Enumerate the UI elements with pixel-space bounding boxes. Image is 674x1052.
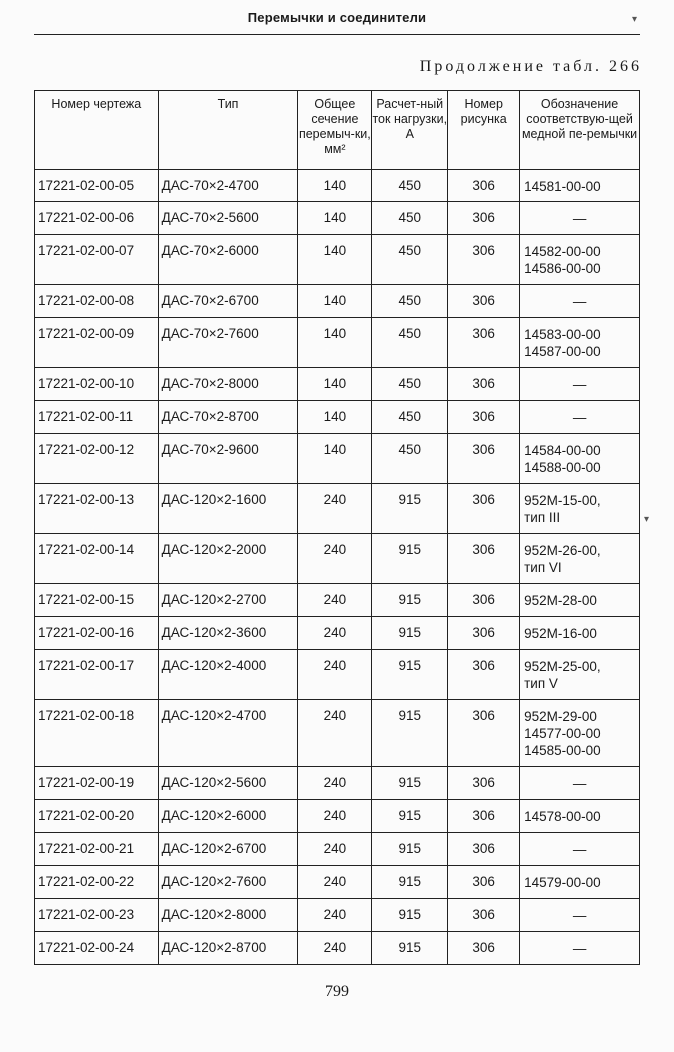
designation-line: 14579-00-00 [524,875,601,890]
table-body [35,170,640,965]
type-cell: ДАС-120×2-3600 [158,617,298,650]
scan-speck: ▾ [632,14,638,25]
figure-cell: 306 [448,617,520,650]
section-cell: 140 [298,401,372,434]
copper-designation-cell [520,368,640,401]
section-cell: 240 [298,899,372,932]
current-cell: 450 [372,368,448,401]
designation-line: 952М-26-00, [524,543,601,558]
drawing-number-cell: 17221-02-00-24 [35,932,159,965]
copper-designation-cell [520,484,640,534]
copper-designation-cell [520,866,640,899]
drawing-number-cell: 17221-02-00-05 [35,170,159,202]
type-cell: ДАС-120×2-4700 [158,700,298,767]
type-cell: ДАС-70×2-4700 [158,170,298,202]
running-head: Перемычки и соединители [247,10,427,25]
designation-line: 14583-00-00 [524,327,601,342]
current-cell: 915 [372,650,448,700]
figure-cell: 306 [448,401,520,434]
current-cell: 915 [372,800,448,833]
section-cell: 140 [298,170,372,202]
type-cell: ДАС-70×2-5600 [158,202,298,235]
designation-line: тип III [524,510,561,525]
table-row [35,534,640,584]
current-cell: 915 [372,833,448,866]
table-row [35,650,640,700]
table-row [35,202,640,235]
current-cell: 915 [372,584,448,617]
designation-line: 14587-00-00 [524,344,601,359]
type-cell: ДАС-70×2-6700 [158,285,298,318]
table-row [35,235,640,285]
type-cell: ДАС-70×2-7600 [158,318,298,368]
copper-designation-cell [520,170,640,202]
designation-line: 14581-00-00 [524,179,601,194]
figure-cell: 306 [448,484,520,534]
table-row [35,767,640,800]
table-row [35,700,640,767]
designation-line: 14577-00-00 [524,726,601,741]
designation-line: 14578-00-00 [524,809,601,824]
copper-designation-cell [520,534,640,584]
section-cell: 240 [298,833,372,866]
copper-designation-cell [520,584,640,617]
designation-line: — [572,410,587,425]
drawing-number-cell: 17221-02-00-14 [35,534,159,584]
figure-cell: 306 [448,899,520,932]
current-cell: 915 [372,484,448,534]
drawing-number-cell: 17221-02-00-06 [35,202,159,235]
figure-cell: 306 [448,584,520,617]
table-row [35,368,640,401]
copper-designation-cell [520,650,640,700]
copper-designation-cell [520,318,640,368]
figure-cell: 306 [448,932,520,965]
designation-line: — [572,776,587,791]
type-cell: ДАС-70×2-8700 [158,401,298,434]
type-cell: ДАС-120×2-6000 [158,800,298,833]
table-row [35,170,640,202]
designation-line: — [572,377,587,392]
current-cell: 915 [372,617,448,650]
type-cell: ДАС-120×2-6700 [158,833,298,866]
current-cell: 915 [372,932,448,965]
section-cell: 140 [298,318,372,368]
current-cell: 450 [372,235,448,285]
type-cell: ДАС-70×2-9600 [158,434,298,484]
section-cell: 240 [298,932,372,965]
table-header-row [35,91,640,170]
header-rule [34,34,640,35]
section-cell: 240 [298,800,372,833]
drawing-number-cell: 17221-02-00-09 [35,318,159,368]
table-row [35,866,640,899]
scan-speck: ▾ [644,514,650,525]
drawing-number-cell: 17221-02-00-23 [35,899,159,932]
section-cell: 240 [298,767,372,800]
table-row [35,484,640,534]
copper-designation-cell [520,932,640,965]
figure-cell: 306 [448,534,520,584]
type-cell: ДАС-70×2-6000 [158,235,298,285]
table-caption: Продолжение табл. 266 [419,58,642,75]
designation-line: 14582-00-00 [524,244,601,259]
table-row [35,434,640,484]
drawing-number-cell: 17221-02-00-16 [35,617,159,650]
type-cell: ДАС-120×2-4000 [158,650,298,700]
figure-cell: 306 [448,235,520,285]
section-cell: 140 [298,368,372,401]
section-cell: 140 [298,285,372,318]
col-header-current: Расчет-ный ток нагрузки, А [372,91,448,170]
col-header-type: Тип [158,91,298,170]
current-cell: 450 [372,318,448,368]
table-row [35,899,640,932]
figure-cell: 306 [448,202,520,235]
drawing-number-cell: 17221-02-00-17 [35,650,159,700]
jumper-table [34,90,640,965]
type-cell: ДАС-120×2-7600 [158,866,298,899]
type-cell: ДАС-120×2-8700 [158,932,298,965]
table-row [35,617,640,650]
current-cell: 915 [372,534,448,584]
designation-line: 952М-16-00 [524,626,597,641]
copper-designation-cell [520,700,640,767]
section-cell: 240 [298,584,372,617]
drawing-number-cell: 17221-02-00-18 [35,700,159,767]
figure-cell: 306 [448,434,520,484]
designation-line: 14585-00-00 [524,743,601,758]
designation-line: 14584-00-00 [524,443,601,458]
figure-cell: 306 [448,866,520,899]
table-row [35,318,640,368]
page-number: 799 [325,983,349,1000]
type-cell: ДАС-120×2-2700 [158,584,298,617]
copper-designation-cell [520,833,640,866]
table-row [35,401,640,434]
section-cell: 140 [298,202,372,235]
copper-designation-cell [520,202,640,235]
copper-designation-cell [520,617,640,650]
section-cell: 140 [298,235,372,285]
type-cell: ДАС-120×2-5600 [158,767,298,800]
designation-line: 952М-28-00 [524,593,597,608]
figure-cell: 306 [448,318,520,368]
drawing-number-cell: 17221-02-00-07 [35,235,159,285]
section-cell: 240 [298,484,372,534]
type-cell: ДАС-120×2-8000 [158,899,298,932]
drawing-number-cell: 17221-02-00-08 [35,285,159,318]
table-row [35,285,640,318]
drawing-number-cell: 17221-02-00-20 [35,800,159,833]
designation-line: 952М-15-00, [524,493,601,508]
figure-cell: 306 [448,285,520,318]
drawing-number-cell: 17221-02-00-21 [35,833,159,866]
drawing-number-cell: 17221-02-00-13 [35,484,159,534]
col-header-drawing: Номер чертежа [35,91,159,170]
current-cell: 450 [372,170,448,202]
designation-line: — [572,908,587,923]
drawing-number-cell: 17221-02-00-22 [35,866,159,899]
figure-cell: 306 [448,700,520,767]
figure-cell: 306 [448,170,520,202]
designation-line: — [572,941,587,956]
designation-line: 952М-29-00 [524,709,597,724]
current-cell: 915 [372,866,448,899]
col-header-section: Общее сечение перемыч-ки, мм² [298,91,372,170]
section-cell: 140 [298,434,372,484]
designation-line: — [572,842,587,857]
designation-line: тип VI [524,560,562,575]
figure-cell: 306 [448,833,520,866]
copper-designation-cell [520,434,640,484]
drawing-number-cell: 17221-02-00-15 [35,584,159,617]
designation-line: 14586-00-00 [524,261,601,276]
current-cell: 915 [372,700,448,767]
copper-designation-cell [520,800,640,833]
figure-cell: 306 [448,800,520,833]
current-cell: 450 [372,202,448,235]
section-cell: 240 [298,617,372,650]
designation-line: 14588-00-00 [524,460,601,475]
drawing-number-cell: 17221-02-00-10 [35,368,159,401]
type-cell: ДАС-70×2-8000 [158,368,298,401]
current-cell: 450 [372,434,448,484]
type-cell: ДАС-120×2-2000 [158,534,298,584]
table-row [35,932,640,965]
designation-line: — [572,211,587,226]
type-cell: ДАС-120×2-1600 [158,484,298,534]
drawing-number-cell: 17221-02-00-12 [35,434,159,484]
table-row [35,833,640,866]
current-cell: 450 [372,401,448,434]
current-cell: 915 [372,899,448,932]
section-cell: 240 [298,700,372,767]
col-header-figure: Номер рисунка [448,91,520,170]
figure-cell: 306 [448,650,520,700]
section-cell: 240 [298,866,372,899]
designation-line: — [572,294,587,309]
designation-line: 952М-25-00, [524,659,601,674]
designation-line: тип V [524,676,558,691]
drawing-number-cell: 17221-02-00-11 [35,401,159,434]
copper-designation-cell [520,401,640,434]
figure-cell: 306 [448,767,520,800]
copper-designation-cell [520,235,640,285]
table-row [35,800,640,833]
table-row [35,584,640,617]
drawing-number-cell: 17221-02-00-19 [35,767,159,800]
copper-designation-cell [520,899,640,932]
figure-cell: 306 [448,368,520,401]
section-cell: 240 [298,534,372,584]
col-header-designation: Обозначение соответствую-щей медной пе-ремычки [520,91,640,170]
copper-designation-cell [520,767,640,800]
current-cell: 450 [372,285,448,318]
section-cell: 240 [298,650,372,700]
current-cell: 915 [372,767,448,800]
copper-designation-cell [520,285,640,318]
